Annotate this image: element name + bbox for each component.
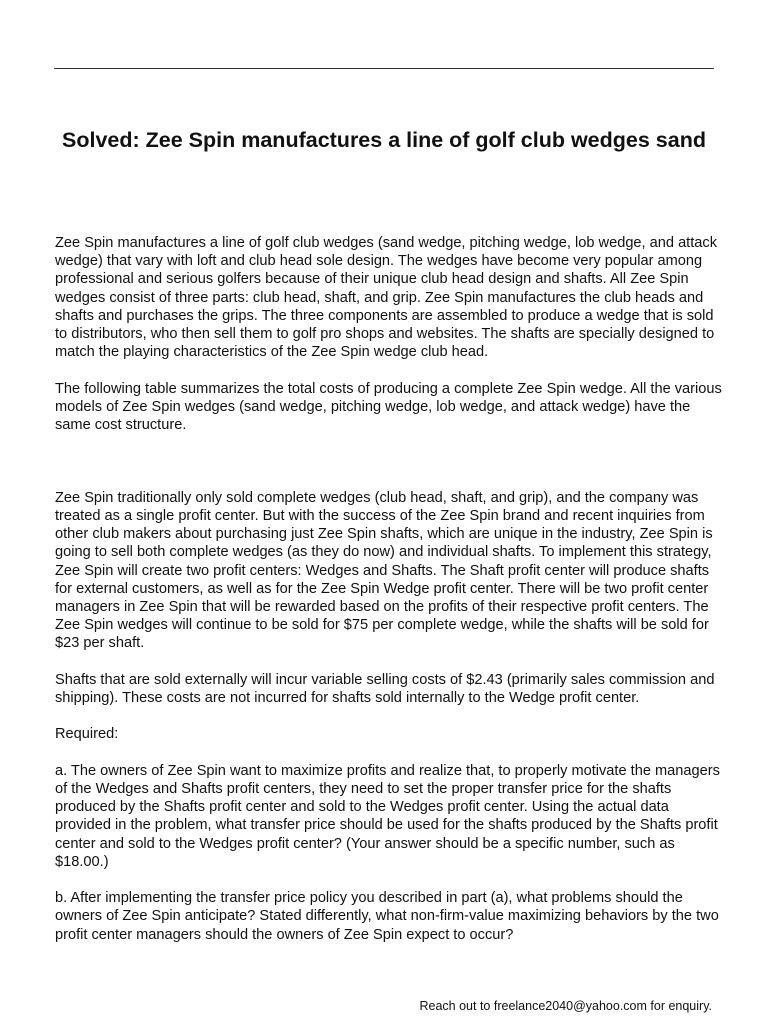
footer-contact: Reach out to freelance2040@yahoo.com for enquiry. <box>419 999 712 1013</box>
paragraph-intro: Zee Spin manufactures a line of golf club wedges (sand wedge, pitching wedge, lob wedge, and attack wedge) that vary with loft and club head sole design. The wedges have become very popular among professional and serious golfers because of their unique club head design and shafts. All Zee Spin wedges consist of three parts: club head, shaft, and grip. Zee Spin manufactures the club heads and shafts and purchases the grips. The three components are assembled to produce a wedge that is sold to distributors, who then sell them to golf pro shops and websites. The shafts are specially designed to match the playing characteristics of the Zee Spin wedge club head. <box>55 235 717 361</box>
paragraph-profit-centers: Zee Spin traditionally only sold complete wedges (club head, shaft, and grip), and the company was treated as a single profit center. But with the success of the Zee Spin brand and recent inquiries from other club makers about purchasing just Zee Spin shafts, which are unique in the industry, Zee Spin is going to sell both complete wedges (as they do now) and individual shafts. To implement this strategy, Zee Spin will create two profit centers: Wedges and Shafts. The Shaft profit center will produce shafts for external customers, as well as for the Zee Spin Wedge profit center. There will be two profit center managers in Zee Spin that will be rewarded based on the profits of their respective profit centers. The Zee Spin wedges will continue to be sold for $75 per complete wedge, while the shafts will be sold for $23 per shaft. <box>55 489 713 652</box>
paragraph-selling-costs: Shafts that are sold externally will incur variable selling costs of $2.43 (primarily sales commission and shipping). These costs are not incurred for shafts sold internally to the Wedge profit center. <box>55 671 715 707</box>
document-body <box>55 234 723 944</box>
page-title: Solved: Zee Spin manufactures a line of golf club wedges sand <box>62 128 706 152</box>
header-divider <box>54 68 714 69</box>
paragraph-question-a: a. The owners of Zee Spin want to maximize profits and realize that, to properly motivate the managers of the Wedges and Shafts profit centers, they need to set the proper transfer price for the shafts produced by the Shafts profit center and sold to the Wedges profit center. Using the actual data provided in the problem, what transfer price should be used for the shafts produced by the Shafts profit center and sold to the Wedges profit center? (Your answer should be a specific number, such as $18.00.) <box>55 762 720 870</box>
paragraph-question-b: b. After implementing the transfer price policy you described in part (a), what problems should the owners of Zee Spin anticipate? Stated differently, what non-firm-value maximizing behaviors by the two profit center managers should the owners of Zee Spin expect to occur? <box>55 890 719 943</box>
paragraph-cost-table-intro: The following table summarizes the total costs of producing a complete Zee Spin wedge. All the various models of Zee Spin wedges (sand wedge, pitching wedge, lob wedge, and attack wedge) have the same cost structure. <box>55 380 722 434</box>
paragraph-required: Required: <box>55 726 119 743</box>
